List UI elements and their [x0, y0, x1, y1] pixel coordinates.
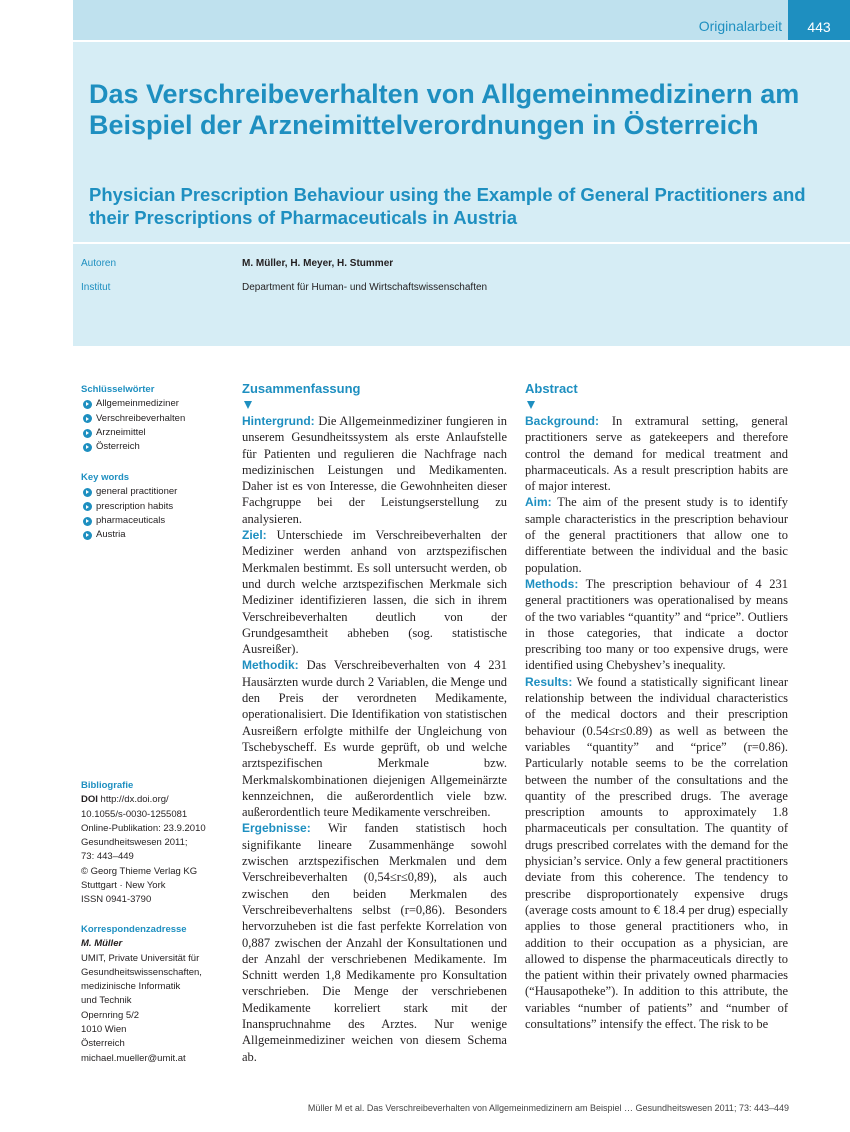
bibliografie-block: [81, 779, 226, 908]
keyword-item: general practitioner: [81, 485, 226, 499]
paragraph-results: Results: We found a statistically significant linear relationship between the individual characteristics of the medical doctors and their prescription behaviour (0.54≤r≤0.89) as well as between the variables “quantity” and “price” (r=0.86). Particularly notable seems to be the correlation between the number of the consultations and the quantity of the prescribed drugs. The average prescription amounts to approximately 1.8 pharmaceuticals per consultation. The quantity of drugs prescribed correlates with the demand for the physician’s service. Only a few general practitioners deviate from this coherence. The tendency to prescribe disproportionately expensive drugs (average costs amount to € 18.4 per drug) especially applies to those general practitioners who, in addition to their occupation as a physician, are allowed to dispense the pharmaceuticals directly to the patient within their privately owned pharmacies (“Hausapotheke”). In addition to this attribute, the variables “number of patients” and “number of consultations” intensify the effect. The risk to be: [525, 674, 788, 1031]
address-line: 1010 Wien: [81, 1024, 127, 1036]
keyword-item: Austria: [81, 528, 226, 542]
keyword-item: Allgemeinmediziner: [81, 397, 226, 411]
address-line: Opernring 5/2: [81, 1009, 140, 1021]
institute: Department für Human- und Wirtschaftswissenschaften: [242, 282, 488, 293]
authors-label: Autoren: [81, 258, 117, 269]
abstract-column: [525, 381, 788, 1032]
abstract-heading: Abstract: [525, 381, 578, 396]
address-line: medizinische Informatik: [81, 981, 181, 993]
schluesselwoerter-heading: Schlüsselwörter: [81, 384, 155, 395]
zusammenfassung-heading: Zusammenfassung: [242, 381, 361, 396]
title-german: Das Verschreibeverhalten von Allgemeinmedizinern am Beispiel der Arzneimittelverordnungen in Österreich: [89, 79, 800, 140]
paragraph-ziel: Ziel: Unterschiede im Verschreibeverhalten der Mediziner werden anhand von arztspezifischen Merkmalen bestimmt. Es soll untersucht werden, ob und durch welche arztspezifischen Merkmale sich Mediziner identifizieren lassen, die sich in ihrem Verschreibeverhalten deutlich von der Grundgesamtheit abheben (sog. statistische Ausreißer).: [242, 528, 508, 657]
korrespondenz-heading: Korrespondenzadresse: [81, 924, 187, 935]
title-english: Physician Prescription Behaviour using the Example of General Practitioners and their Prescriptions of Pharmaceuticals in Austria: [89, 184, 806, 228]
zusammenfassung-column: [242, 381, 507, 1065]
publisher-location: Stuttgart · New York: [81, 880, 166, 892]
section-label: Originalarbeit: [698, 18, 782, 34]
keywords-english-block: [81, 471, 226, 542]
keyword-item: pharmaceuticals: [81, 514, 226, 528]
address-line: Österreich: [81, 1038, 125, 1050]
arrow-bullet-icon: [83, 429, 92, 438]
doi-label: DOI: [81, 794, 98, 806]
arrow-bullet-icon: [83, 502, 92, 511]
volume-pages: 73: 443–449: [81, 851, 134, 863]
institute-label: Institut: [81, 282, 111, 293]
keyword-item: Arzneimittel: [81, 426, 226, 440]
korrespondenz-block: [81, 923, 226, 1066]
online-publication: Online-Publikation: 23.9.2010: [81, 822, 206, 834]
journal: Gesundheitswesen 2011;: [81, 837, 188, 849]
issn: ISSN 0941-3790: [81, 894, 152, 906]
arrow-bullet-icon: [83, 531, 92, 540]
address-line: UMIT, Private Universität für: [81, 952, 200, 964]
address-line: Gesundheitswissenschaften,: [81, 966, 202, 978]
triangle-down-icon: [527, 401, 535, 409]
copyright: © Georg Thieme Verlag KG: [81, 865, 198, 877]
paragraph-aim: Aim: The aim of the present study is to identify sample characteristics in the prescription behaviour of the general practitioners that allow one to differentiate between the individual and the basic population.: [525, 495, 789, 575]
keywords-german-block: [81, 383, 226, 454]
keyword-item: prescription habits: [81, 500, 226, 514]
authors: M. Müller, H. Meyer, H. Stummer: [242, 258, 394, 269]
keyword-item: Verschreibeverhalten: [81, 412, 226, 426]
triangle-down-icon: [244, 401, 252, 409]
arrow-bullet-icon: [83, 517, 92, 526]
doi-line: [81, 793, 226, 807]
paragraph-methodik: Methodik: Das Verschreibeverhalten von 4 231 Hausärzten wurde durch 2 Variablen, die Menge und den Preis der verordneten Medikamente, operationalisiert. Die Identifikation von statistischen Ausreißern erfolgte mithilfe der Ungleichung von Tschebyscheff. Es wurde geprüft, ob und welche arztspezifischen Merkmale bzw. Merkmalskombinationen diejenigen Allgemeinärzte kennzeichnen, die außerordentlich viele bzw. außerordentlich teure Medikamente verschreiben.: [242, 658, 508, 820]
doi-url[interactable]: http://dx.doi.org/: [100, 794, 169, 806]
paragraph-methods: Methods: The prescription behaviour of 4 231 general practitioners was operationalised by means of the two variables “quantity” and “price”. Outliers in those categories, that indicate a doctor prescribing too many or too expensive drugs, were identified using Chebyshev’s inequality.: [525, 576, 788, 673]
arrow-bullet-icon: [83, 443, 92, 452]
paragraph-background: Background: In extramural setting, general practitioners serve as gatekeepers and therefore control the demand for medical treatment and pharmaceuticals. As a result prescription habits are of major interest.: [525, 414, 788, 494]
keywords-heading: Key words: [81, 472, 130, 483]
address-line: und Technik: [81, 995, 132, 1007]
meta-panel: [73, 244, 850, 346]
page-number: 443: [788, 0, 850, 40]
contact-email[interactable]: michael.mueller@umit.at: [81, 1052, 186, 1064]
contact-name: M. Müller: [81, 938, 123, 950]
keyword-item: Österreich: [81, 440, 226, 454]
arrow-bullet-icon: [83, 400, 92, 409]
paragraph-hintergrund: Hintergrund: Die Allgemeinmediziner fungieren in unserem Gesundheitssystem als erste Anlaufstelle für Patienten und regulieren die Nachfrage nach medizinischen Leistungen und Medikamenten. Daher ist es von Interesse, die Gewohnheiten dieser Fachgruppe bei der Leistungserstellung zu analysieren.: [242, 414, 507, 526]
doi-id: 10.1055/s-0030-1255081: [81, 808, 188, 820]
arrow-bullet-icon: [83, 414, 92, 423]
arrow-bullet-icon: [83, 488, 92, 497]
footer-citation: Müller M et al. Das Verschreibeverhalten von Allgemeinmedizinern am Beispiel … Gesundheitswesen 2011; 73: 443–449: [307, 1103, 789, 1113]
paragraph-ergebnisse: Ergebnisse: Wir fanden statistisch hoch signifikante lineare Zusammenhänge sowohl zwischen arztspezifischen Merkmalen und dem Verschreibeverhalten (0,54≤r≤0,89), als auch zwischen den beiden Merkmalen des Verschreibeverhaltens selbst (r=0,86). Besonders hervorzuheben ist die fast perfekte Korrelation von 0,887 zwischen der Anzahl der Konsultationen und der Anzahl der verschriebenen Medikamente. Im Schnitt werden 1,8 Medikamente pro Konsultation verschrieben. Die Menge der verschriebenen Medikamente korreliert stark mit der Inanspruchnahme des Arztes. Nur wenige Allgemeinmediziner weichen von diesem Schema ab.: [242, 821, 508, 1064]
bibliografie-heading: Bibliografie: [81, 780, 134, 791]
